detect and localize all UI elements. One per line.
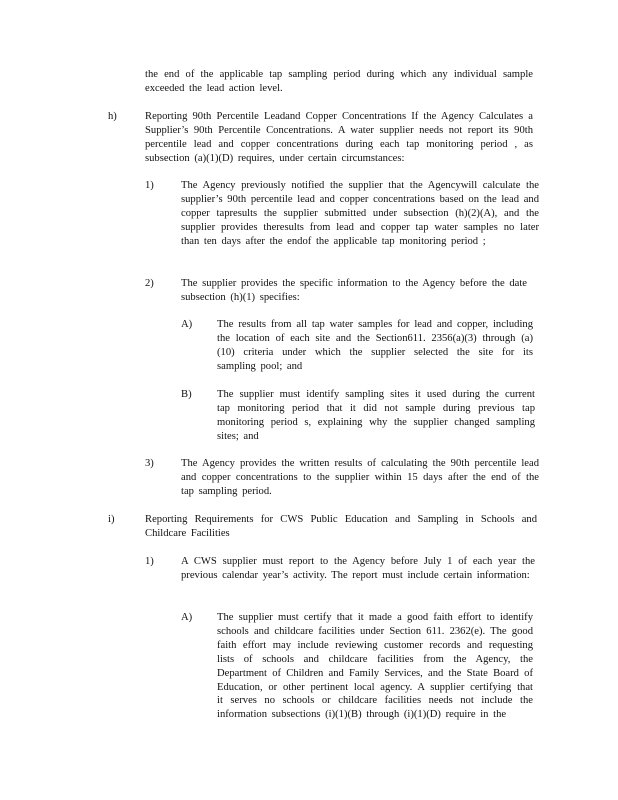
section-i-label: i) [108,514,115,525]
continuation-text: the end of the applicable tap sampling period during which any individual sample exceeded the lead action level. [145,69,533,94]
section-i-item-1-text: A CWS supplier must report to the Agency before July 1 of each year the previous calendar year’s activity. The report must include certain information: [181,556,535,581]
section-h-item-3-text: The Agency provides the written results of calculating the 90th percentile lead and copper concentrations to the supplier within 15 days after the end of the tap sampling period. [181,458,539,497]
section-h-item-2-sub-b-text: The supplier must identify sampling sites it used during the current tap monitoring period that it did not sample during previous tap monitoring period s, explaining why the supplier changed sampling sites; and [217,389,535,442]
section-h-item-1-text: The Agency previously notified the supplier that the Agencywill calculate the supplier’s 90th percentile lead and copper concentrations based on the lead and copper tapresults the supplier submitted under subsection (h)(2)(A), and the supplier provides theresults from lead and copper tap water samples no later than ten days after the endof the applicable tap monitoring period ; [181,180,539,247]
section-h-label: h) [108,111,117,122]
section-h-item-2-sub-a-text: The results from all tap water samples for lead and copper, including the location of each site and the Section611. 2356(a)(3) through (a)(10) criteria under which the supplier selected the site for its sampling pool; and [217,319,533,372]
section-h-item-3-label: 3) [145,458,154,469]
section-i-item-1-sub-a-text: The supplier must certify that it made a good faith effort to identify schools and childcare facilities under Section 611. 2362(e). The good faith effort may include reviewing customer records and requesting lists of schools and childcare facilities from the Agency, the Department of Children and Family Services, and the State Board of Education, or other pertinent local agency. A supplier certifying that it serves no schools or childcare facilities needs not include the information subsections (i)(1)(B) through (i)(1)(D) require in the [217,612,533,721]
section-i-item-1-label: 1) [145,556,154,567]
section-h-text: Reporting 90th Percentile Leadand Copper Concentrations If the Agency Calculates a Supplier’s 90th Percentile Concentrations. A water supplier needs not report its 90th percentile lead and copper concentrations during each tap monitoring period , as subsection (a)(1)(D) requires, under certain circumstances: [145,111,533,164]
section-i-text: Reporting Requirements for CWS Public Education and Sampling in Schools and Childcare Facilities [145,514,537,539]
section-h-item-2-sub-b-label: B) [181,389,192,400]
section-h-item-2-label: 2) [145,278,154,289]
section-h-item-1-label: 1) [145,180,154,191]
section-i-item-1-sub-a-label: A) [181,612,193,623]
section-h-item-2-sub-a-label: A) [181,319,193,330]
section-h-item-2-text: The supplier provides the specific information to the Agency before the date subsection (h)(1) specifies: [181,278,527,303]
